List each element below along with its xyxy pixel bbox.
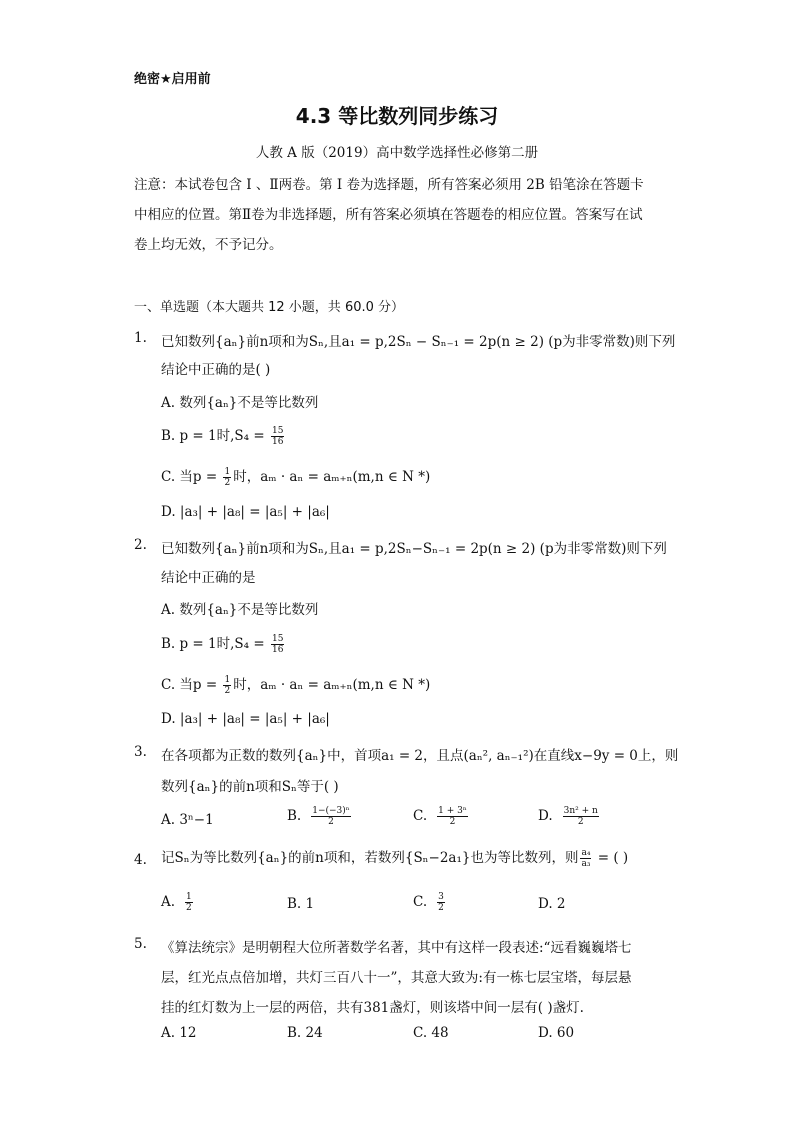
question-stem-line: 数列{aₙ}的前n项和Sₙ等于( )	[161, 779, 339, 795]
option-b[interactable]	[161, 424, 286, 447]
section-heading: 一、单选题（本大题共 12 小题，共 60.0 分）	[134, 300, 405, 315]
fraction-denominator: 2	[438, 903, 444, 913]
option-label: C.	[413, 808, 428, 824]
option-c[interactable]	[161, 673, 430, 696]
fraction-denominator: 2	[328, 817, 334, 827]
stem-text: = ( )	[593, 850, 629, 866]
fraction	[223, 675, 231, 696]
fraction-denominator: 2	[224, 686, 231, 696]
option-label: B.	[287, 808, 302, 824]
option-b[interactable]	[287, 806, 353, 827]
notice-line: 卷上均无效，不予记分。	[134, 237, 283, 253]
question-stem-line: 在各项都为正数的数列{aₙ}中，首项a₁ = 2，且点(aₙ², aₙ₋₁²)在直线x−9y = 0上，则	[161, 748, 679, 764]
option-text: C. 当p =	[161, 469, 222, 485]
question-stem-line: 已知数列{aₙ}前n项和为Sₙ,且a₁ = p,2Sₙ − Sₙ₋₁ = 2p(n ≥ 2) (p为非零常数)则下列	[161, 334, 676, 350]
option-d[interactable]: D. 2	[538, 896, 566, 912]
fraction	[563, 806, 599, 827]
option-a[interactable]: A. 12	[161, 1025, 197, 1041]
fraction	[580, 848, 591, 869]
question-stem-line: 已知数列{aₙ}前n项和为Sₙ,且a₁ = p,2Sₙ−Sₙ₋₁ = 2p(n ≥ 2) (p为非零常数)则下列	[161, 541, 667, 557]
fraction-numerator: a₄	[581, 848, 591, 858]
question-number: 5.	[134, 936, 147, 952]
option-text: 时，aₘ · aₙ = aₘ₊ₙ(m,n ∈ N *)	[233, 677, 431, 693]
option-d[interactable]: D. 60	[538, 1025, 575, 1041]
fraction	[271, 634, 284, 655]
question-stem-line: 结论中正确的是( )	[161, 362, 271, 378]
option-text: B. p = 1时,S₄ =	[161, 428, 269, 444]
option-c[interactable]	[413, 892, 447, 913]
option-text: C. 当p =	[161, 677, 222, 693]
option-label: C.	[413, 894, 428, 910]
notice-line: 中相应的位置。第Ⅱ卷为非选择题，所有答案必须填在答题卷的相应位置。答案写在试	[134, 207, 643, 223]
fraction-numerator: 1−(−3)ⁿ	[312, 806, 350, 816]
notice-paragraph	[134, 170, 664, 260]
fraction	[223, 467, 231, 488]
page-title: 4.3 等比数列同步练习	[295, 104, 499, 128]
fraction-numerator: 15	[271, 426, 284, 436]
question-number: 2.	[134, 537, 147, 553]
fraction-denominator: a₃	[581, 859, 591, 869]
fraction-denominator: 16	[271, 645, 284, 655]
option-text: B. p = 1时,S₄ =	[161, 636, 269, 652]
option-b[interactable]	[161, 632, 286, 655]
option-text: 时，aₘ · aₙ = aₘ₊ₙ(m,n ∈ N *)	[233, 469, 431, 485]
question-stem-line	[161, 846, 628, 869]
question-stem-line: 《算法统宗》是明朝程大位所著数学名著，其中有这样一段表述:“远看巍巍塔七	[161, 940, 632, 956]
question-stem-line: 层，红光点点倍加增，共灯三百八十一”，其意大致为:有一栋七层宝塔，每层悬	[161, 970, 632, 986]
notice-line: 注意：本试卷包含 Ⅰ 、Ⅱ两卷。第 Ⅰ 卷为选择题，所有答案必须用 2B 铅笔涂在答题卡	[134, 177, 644, 193]
option-c[interactable]: C. 48	[413, 1025, 449, 1041]
fraction-numerator: 1	[224, 467, 231, 477]
question-number: 1.	[134, 330, 147, 346]
fraction	[311, 806, 350, 827]
stem-text: 记Sₙ为等比数列{aₙ}的前n项和，若数列{Sₙ−2a₁}也为等比数列，则	[161, 850, 579, 866]
option-label: A.	[161, 894, 176, 910]
option-c[interactable]	[413, 806, 470, 827]
option-b[interactable]: B. 24	[287, 1025, 323, 1041]
option-label: D.	[538, 808, 553, 824]
fraction	[437, 806, 468, 827]
fraction-numerator: 1 + 3ⁿ	[438, 806, 467, 816]
question-number: 4.	[134, 852, 147, 868]
fraction-numerator: 3n² + n	[563, 806, 598, 816]
fraction-denominator: 2	[224, 478, 231, 488]
fraction	[437, 892, 445, 913]
option-c[interactable]	[161, 465, 430, 488]
fraction-numerator: 15	[271, 634, 284, 644]
confidential-mark: 绝密★启用前	[134, 72, 211, 87]
question-number: 3.	[134, 744, 147, 760]
option-d[interactable]	[538, 806, 601, 827]
fraction-numerator: 1	[224, 675, 231, 685]
option-b[interactable]: B. 1	[287, 896, 315, 912]
option-a[interactable]	[161, 892, 195, 913]
fraction	[185, 892, 193, 913]
option-d[interactable]: D. |a₃| + |a₈| = |a₅| + |a₆|	[161, 504, 330, 520]
page-subtitle: 人教 A 版（2019）高中数学选择性必修第二册	[255, 145, 539, 161]
fraction-denominator: 2	[577, 817, 584, 827]
question-stem-line: 挂的红灯数为上一层的两倍，共有381盏灯，则该塔中间一层有( )盏灯.	[161, 1000, 584, 1016]
option-a[interactable]: A. 数列{aₙ}不是等比数列	[161, 602, 319, 618]
fraction	[271, 426, 284, 447]
question-stem-line: 结论中正确的是	[161, 570, 256, 586]
option-d[interactable]: D. |a₃| + |a₈| = |a₅| + |a₆|	[161, 711, 330, 727]
option-a[interactable]: A. 数列{aₙ}不是等比数列	[161, 395, 319, 411]
option-a[interactable]: A. 3ⁿ−1	[161, 812, 214, 828]
fraction-numerator: 1	[186, 892, 192, 902]
fraction-denominator: 16	[271, 437, 284, 447]
fraction-denominator: 2	[186, 903, 192, 913]
fraction-denominator: 2	[449, 817, 456, 827]
fraction-numerator: 3	[438, 892, 444, 902]
